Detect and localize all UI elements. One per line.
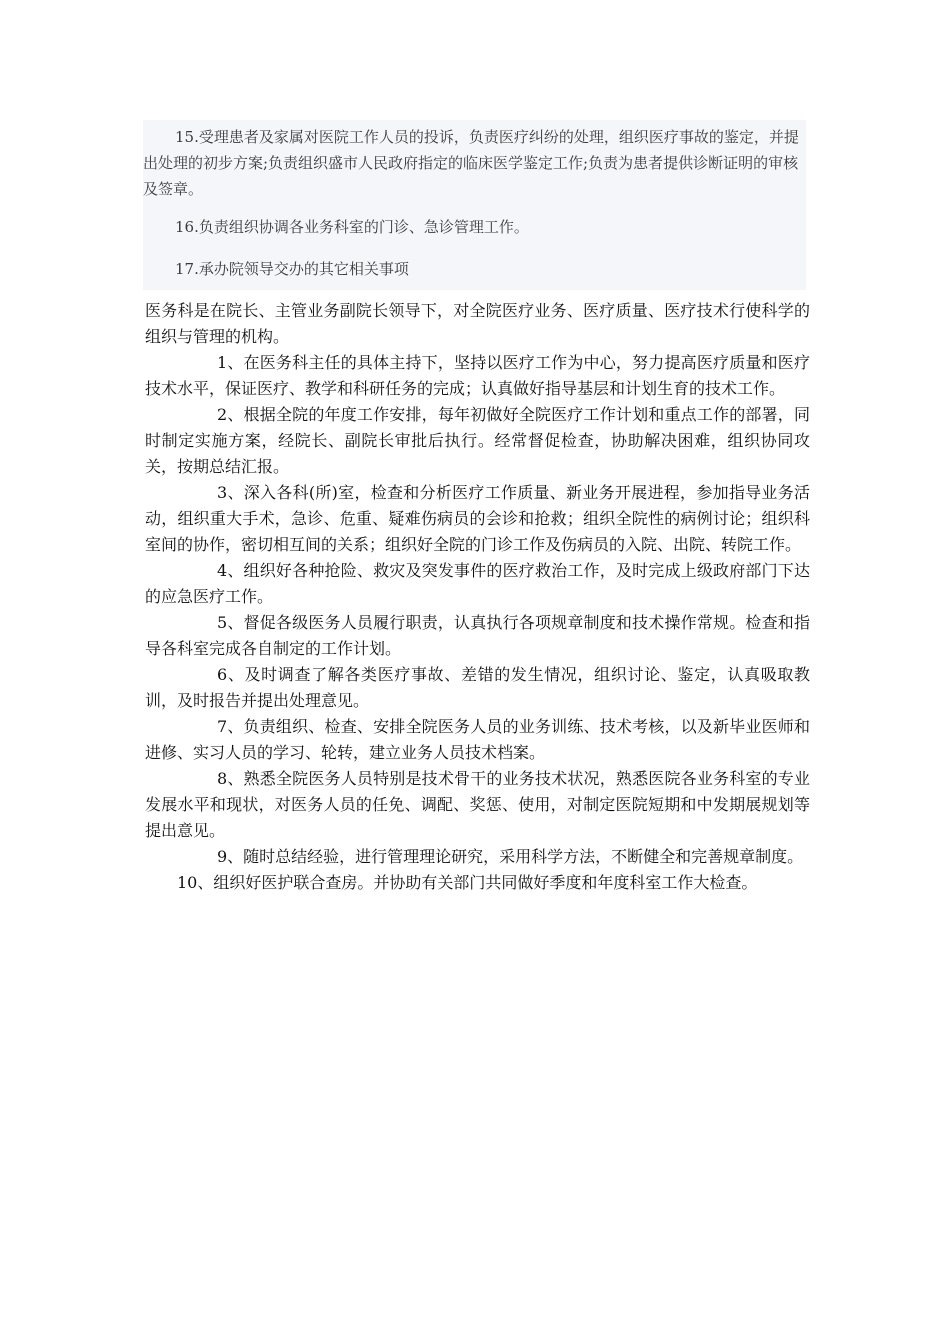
main-item-5: 5、督促各级医务人员履行职责，认真执行各项规章制度和技术操作常规。检查和指导各科室完成各自制定的工作计划。 xyxy=(145,613,810,658)
main-item-1: 1、在医务科主任的具体主持下，坚持以医疗工作为中心，努力提高医疗质量和医疗技术水平，保证医疗、教学和科研任务的完成；认真做好指导基层和计划生育的技术工作。 xyxy=(145,353,810,398)
duty-item-16: 16.负责组织协调各业务科室的门诊、急诊管理工作。 xyxy=(175,218,529,236)
main-item-10: 10、组织好医护联合查房。并协助有关部门共同做好季度和年度科室工作大检查。 xyxy=(177,873,758,892)
main-item-2: 2、根据全院的年度工作安排，每年初做好全院医疗工作计划和重点工作的部署，同时制定实施方案，经院长、副院长审批后执行。经常督促检查，协助解决困难，组织协同攻关，按期总结汇报。 xyxy=(145,405,810,476)
main-item-3: 3、深入各科(所)室，检查和分析医疗工作质量、新业务开展进程，参加指导业务活动，组织重大手术，急诊、危重、疑难伤病员的会诊和抢救；组织全院性的病例讨论；组织科室间的协作，密切相互间的关系；组织好全院的门诊工作及伤病员的入院、出院、转院工作。 xyxy=(145,483,810,554)
main-item-9: 9、随时总结经验，进行管理理论研究，采用科学方法，不断健全和完善规章制度。 xyxy=(217,847,804,866)
duty-item-17: 17.承办院领导交办的其它相关事项 xyxy=(175,260,409,278)
main-item-6: 6、及时调查了解各类医疗事故、差错的发生情况，组织讨论、鉴定，认真吸取教训，及时报告并提出处理意见。 xyxy=(145,665,810,710)
main-item-8: 8、熟悉全院医务人员特别是技术骨干的业务技术状况，熟悉医院各业务科室的专业发展水平和现状，对医务人员的任免、调配、奖惩、使用，对制定医院短期和中发期展规划等提出意见。 xyxy=(145,769,810,840)
intro-paragraph: 医务科是在院长、主管业务副院长领导下，对全院医疗业务、医疗质量、医疗技术行使科学的组织与管理的机构。 xyxy=(145,301,810,346)
main-body xyxy=(145,298,810,896)
duty-item-15: 15.受理患者及家属对医院工作人员的投诉，负责医疗纠纷的处理，组织医疗事故的鉴定，并提出处理的初步方案;负责组织盛市人民政府指定的临床医学鉴定工作;负责为患者提供诊断证明的审核及签章。 xyxy=(143,128,799,198)
main-item-4: 4、组织好各种抢险、救灾及突发事件的医疗救治工作，及时完成上级政府部门下达的应急医疗工作。 xyxy=(145,561,810,606)
main-item-7: 7、负责组织、检查、安排全院医务人员的业务训练、技术考核，以及新毕业医师和进修、实习人员的学习、轮转，建立业务人员技术档案。 xyxy=(145,717,810,762)
